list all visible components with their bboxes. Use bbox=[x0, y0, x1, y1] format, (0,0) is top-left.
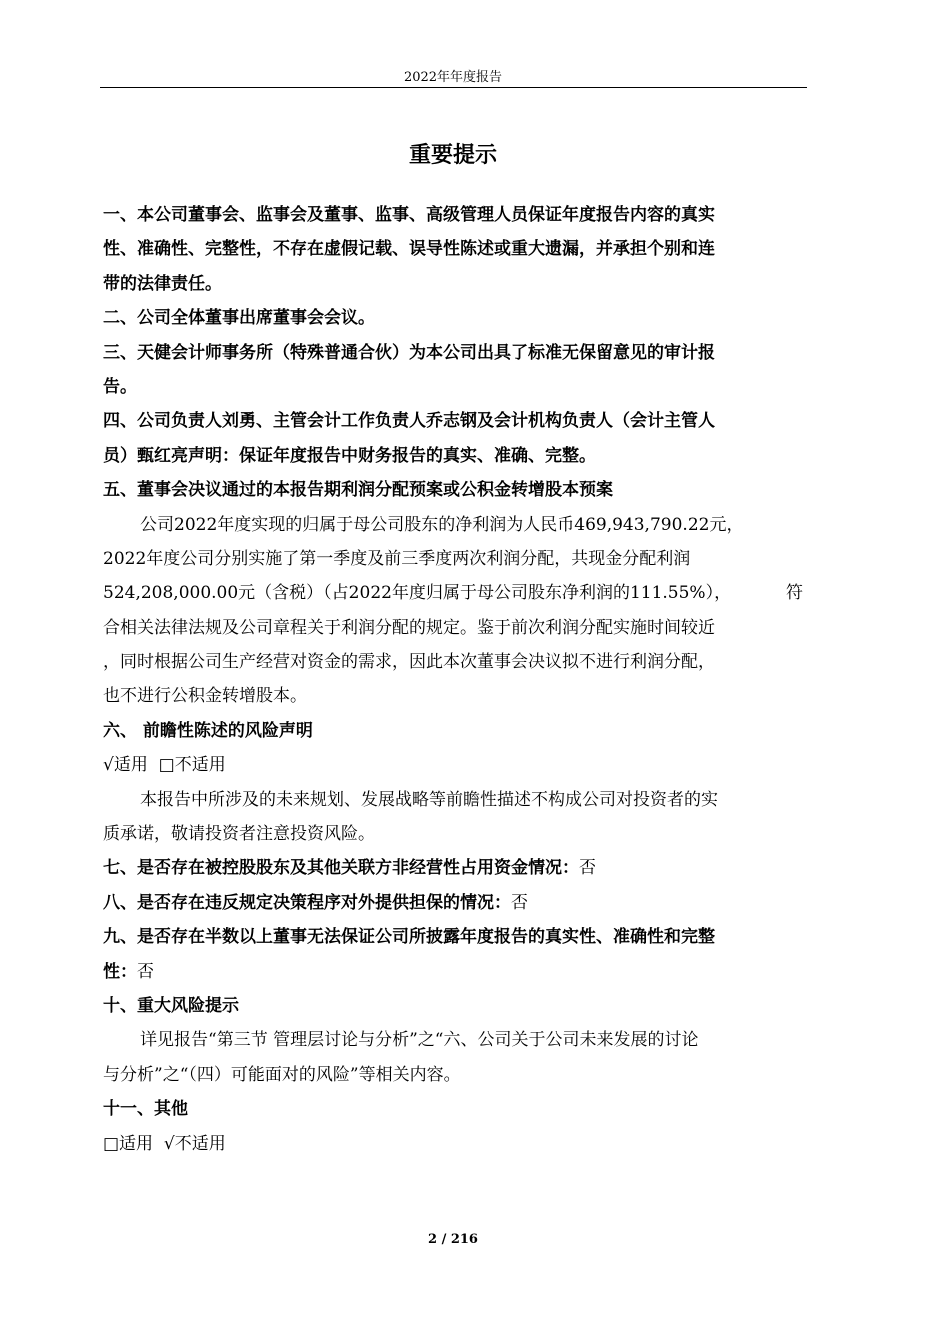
section-6-para-line-1: 本报告中所涉及的未来规划、发展战略等前瞻性描述不构成公司对投资者的实 bbox=[140, 789, 718, 810]
section-5-para-line-6: 也不进行公积金转增股本。 bbox=[103, 686, 307, 707]
header-divider bbox=[100, 87, 807, 88]
section-4-line-1: 四、公司负责人刘勇、主管会计工作负责人乔志钢及会计机构负责人（会计主管人 bbox=[103, 411, 715, 432]
section-1-line-3: 带的法律责任。 bbox=[103, 273, 222, 294]
section-5-para-line-3: 524,208,000.00元（含税）（占2022年度归属于母公司股东净利润的111.55%）， 符 bbox=[103, 583, 803, 604]
section-5-para-line-2: 2022年度公司分别实施了第一季度及前三季度两次利润分配，共现金分配利润 bbox=[103, 548, 691, 569]
section-3-line-1: 三、天健会计师事务所（特殊普通合伙）为本公司出具了标准无保留意见的审计报 bbox=[103, 342, 715, 363]
page-number: 2 / 216 bbox=[428, 1232, 478, 1247]
main-content bbox=[103, 198, 803, 1161]
page-title: 重要提示 bbox=[408, 143, 497, 168]
section-2: 二、公司全体董事出席董事会会议。 bbox=[103, 308, 375, 329]
section-5-para-line-5: ，同时根据公司生产经营对资金的需求，因此本次董事会决议拟不进行利润分配， bbox=[103, 652, 715, 673]
section-6-para-line-2: 质承诺，敬请投资者注意投资风险。 bbox=[103, 824, 375, 845]
section-10-para-line-1: 详见报告“第三节 管理层讨论与分析”之“六、公司关于公司未来发展的讨论 bbox=[140, 1030, 699, 1051]
section-5-heading: 五、董事会决议通过的本报告期利润分配预案或公积金转增股本预案 bbox=[103, 480, 613, 501]
section-1-line-2: 性、准确性、完整性，不存在虚假记载、误导性陈述或重大遗漏，并承担个别和连 bbox=[103, 239, 715, 260]
running-header: 2022年年度报告 bbox=[403, 70, 503, 85]
section-5-para-line-4: 合相关法律法规及公司章程关于利润分配的规定。鉴于前次利润分配实施时间较近 bbox=[103, 617, 715, 638]
section-1-line-1: 一、本公司董事会、监事会及董事、监事、高级管理人员保证年度报告内容的真实 bbox=[103, 205, 715, 225]
section-10-heading: 十、重大风险提示 bbox=[103, 995, 239, 1016]
section-6-heading: 六、 前瞻性陈述的风险声明 bbox=[103, 720, 313, 741]
section-6-applicability: √适用 □不适用 bbox=[103, 755, 226, 776]
section-10-para-line-2: 与分析”之“（四）可能面对的风险”等相关内容。 bbox=[103, 1064, 461, 1085]
section-11-applicability: □适用 √不适用 bbox=[103, 1133, 226, 1154]
section-4-line-2: 员）甄红亮声明：保证年度报告中财务报告的真实、准确、完整。 bbox=[103, 445, 596, 466]
section-5-para-line-1: 公司2022年度实现的归属于母公司股东的净利润为人民币469,943,790.22元， bbox=[140, 514, 744, 535]
section-9-line-2: 性：否 bbox=[103, 961, 154, 982]
section-3-line-2: 告。 bbox=[103, 376, 137, 397]
section-9-line-1: 九、是否存在半数以上董事无法保证公司所披露年度报告的真实性、准确性和完整 bbox=[103, 927, 715, 948]
section-11-heading: 十一、其他 bbox=[103, 1099, 188, 1120]
section-7: 七、是否存在被控股股东及其他关联方非经营性占用资金情况：否 bbox=[103, 858, 596, 879]
section-8: 八、是否存在违反规定决策程序对外提供担保的情况：否 bbox=[103, 892, 528, 913]
